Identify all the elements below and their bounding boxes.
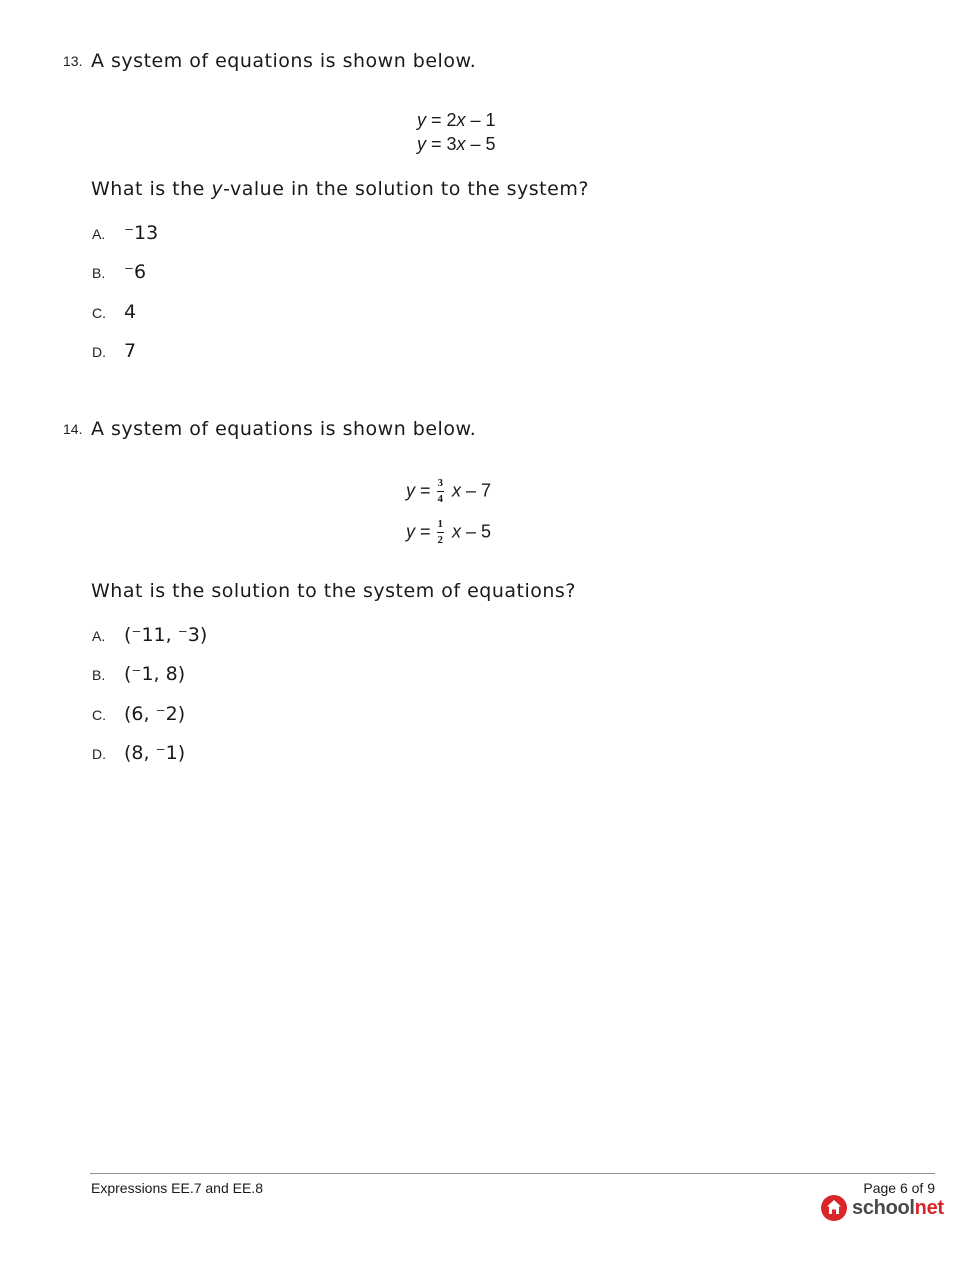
option-letter: B. xyxy=(92,667,106,683)
equation-1 xyxy=(417,110,496,131)
footer-divider xyxy=(90,1173,935,1174)
answer-option-a[interactable] xyxy=(0,222,400,254)
answer-option-b[interactable] xyxy=(0,663,400,695)
equation-lhs: y xyxy=(417,134,426,154)
logo-net: net xyxy=(914,1196,944,1219)
fraction xyxy=(437,519,445,546)
option-text: 7 xyxy=(124,340,137,362)
equation-rest: – 5 xyxy=(465,134,496,154)
schoolnet-logo xyxy=(820,1193,944,1223)
answer-option-c[interactable] xyxy=(0,301,400,333)
option-text: 4 xyxy=(124,301,137,323)
equation-2 xyxy=(406,519,491,546)
equation-rest: – 5 xyxy=(461,521,492,542)
option-text: ⁻6 xyxy=(124,261,147,283)
option-text: (6, ⁻2) xyxy=(124,703,186,725)
option-letter: A. xyxy=(92,226,106,242)
equation-lhs: y xyxy=(406,521,415,542)
option-text: (⁻11, ⁻3) xyxy=(124,624,208,646)
question-prompt: A system of equations is shown below. xyxy=(91,50,477,72)
option-text: (8, ⁻1) xyxy=(124,742,186,764)
option-text: (⁻1, 8) xyxy=(124,663,186,685)
fraction-denominator: 4 xyxy=(437,493,444,505)
fraction-numerator: 3 xyxy=(437,478,445,492)
equation-var: x xyxy=(456,110,466,130)
equation-1 xyxy=(406,478,491,505)
question-number: 14. xyxy=(63,421,83,437)
option-letter: A. xyxy=(92,628,106,644)
answer-option-c[interactable] xyxy=(0,703,400,735)
logo-wordmark xyxy=(852,1197,944,1220)
option-letter: C. xyxy=(92,707,106,723)
answer-option-d[interactable] xyxy=(0,340,400,372)
question-prompt: A system of equations is shown below. xyxy=(91,418,477,440)
option-letter: B. xyxy=(92,265,106,281)
house-icon xyxy=(820,1194,848,1222)
answer-option-d[interactable] xyxy=(0,742,400,774)
option-letter: D. xyxy=(92,746,106,762)
equation-var: x xyxy=(456,134,466,154)
question-text-post: -value in the solution to the system? xyxy=(223,178,589,200)
answer-option-a[interactable] xyxy=(0,624,400,656)
page-number: Page 6 of 9 xyxy=(863,1180,935,1196)
fraction-numerator: 1 xyxy=(437,519,445,533)
footer-title: Expressions EE.7 and EE.8 xyxy=(91,1180,263,1196)
question-text-var: y xyxy=(211,178,224,200)
option-letter: D. xyxy=(92,344,106,360)
fraction xyxy=(437,478,445,505)
fraction-denominator: 2 xyxy=(437,534,444,546)
equation-var: x xyxy=(452,480,462,501)
equation-eq: = xyxy=(415,521,431,542)
question-text xyxy=(91,178,589,200)
question-number: 13. xyxy=(63,53,83,69)
equation-lhs: y xyxy=(417,110,426,130)
equation-rest: – 7 xyxy=(461,480,492,501)
question-text: What is the solution to the system of equations? xyxy=(91,580,576,602)
logo-school: school xyxy=(852,1196,915,1219)
equation-mid: = 3 xyxy=(426,134,457,154)
equation-eq: = xyxy=(415,480,431,501)
option-letter: C. xyxy=(92,305,106,321)
equation-var: x xyxy=(452,521,462,542)
question-text-pre: What is the xyxy=(91,178,212,200)
equation-rest: – 1 xyxy=(465,110,496,130)
equation-2 xyxy=(417,134,496,155)
equation-mid: = 2 xyxy=(426,110,457,130)
equation-lhs: y xyxy=(406,480,415,501)
option-text: ⁻13 xyxy=(124,222,159,244)
answer-option-b[interactable] xyxy=(0,261,400,293)
